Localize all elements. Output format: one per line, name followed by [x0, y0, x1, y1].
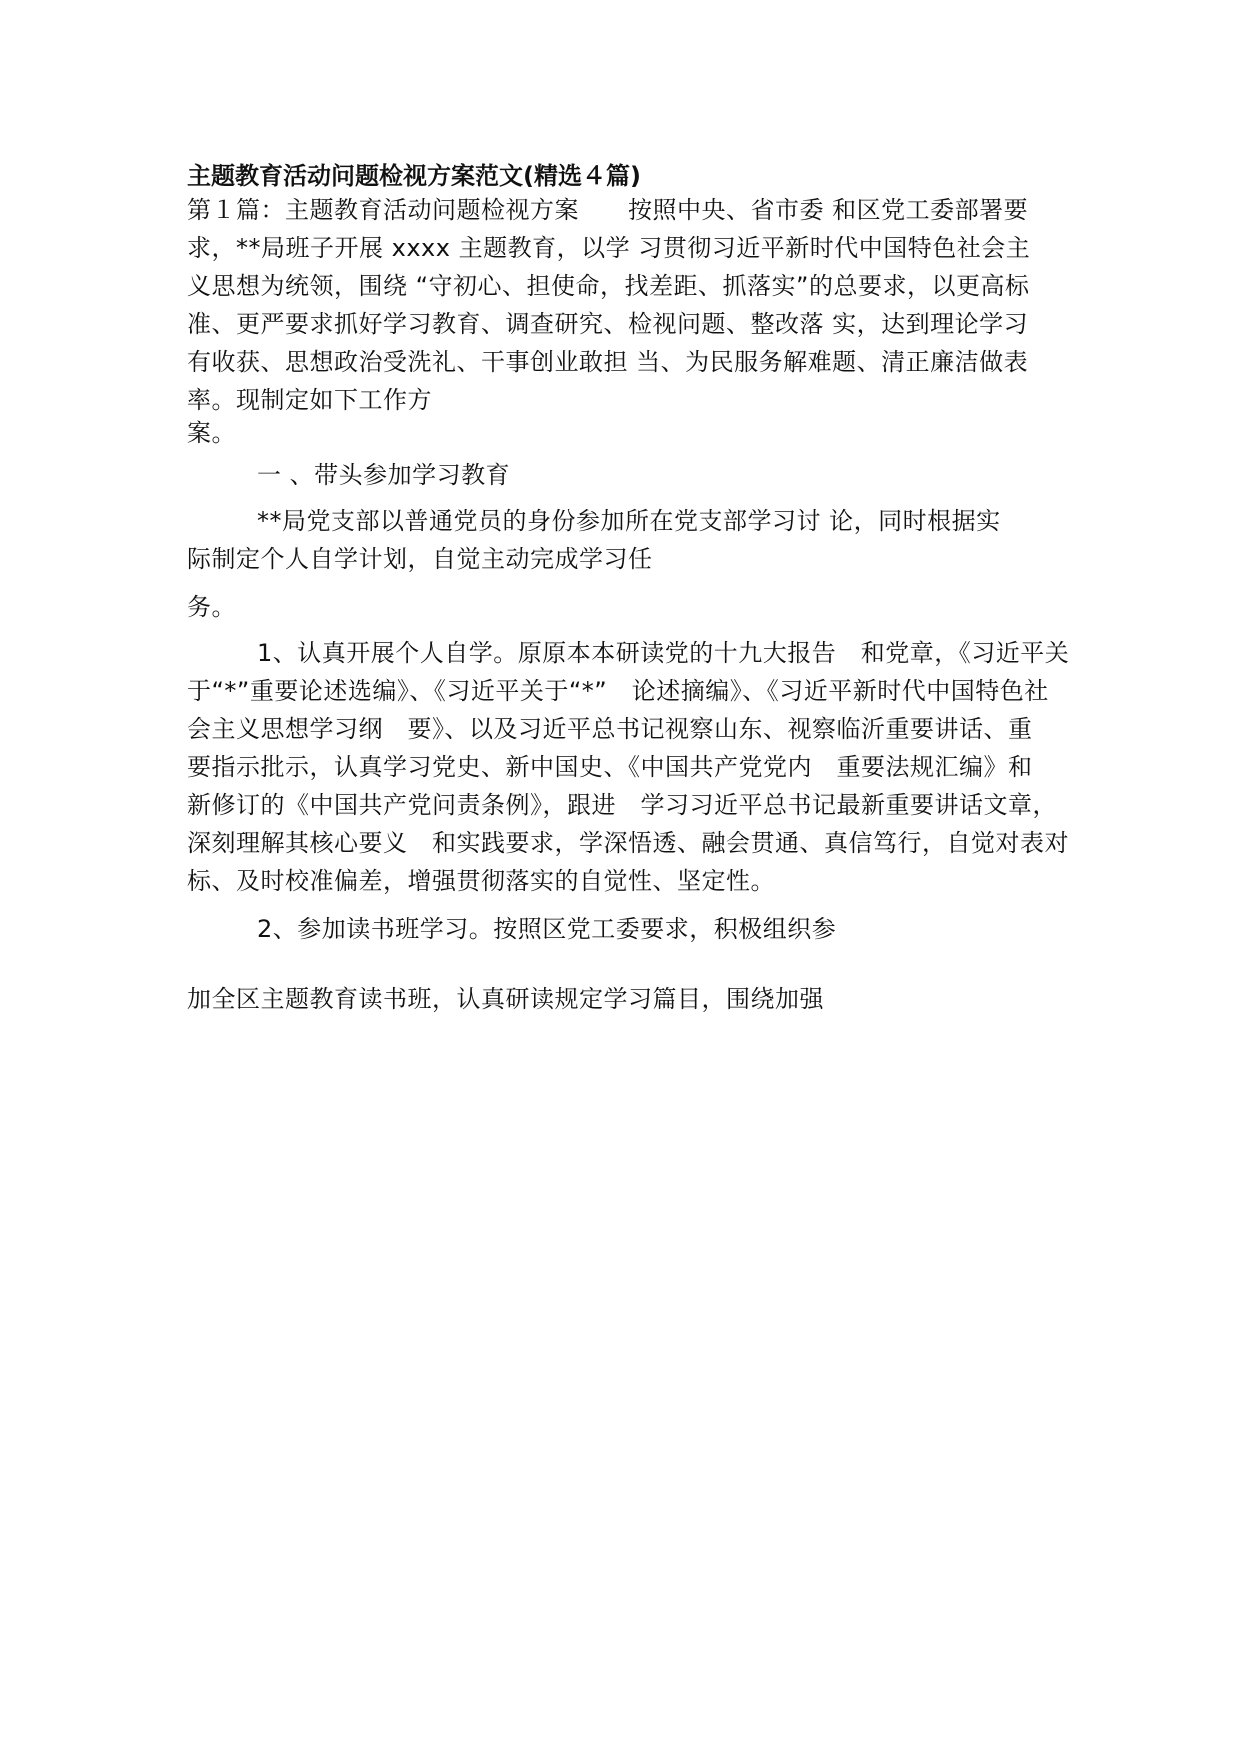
paragraph-line: 务。	[187, 593, 236, 621]
paragraph-line: 有收获、思想政治受洗礼、干事创业敢担 当、为民服务解难题、清正廉洁做表	[187, 348, 1029, 376]
paragraph-line: 2、参加读书班学习。按照区党工委要求，积极组织参	[257, 915, 837, 943]
paragraph-3	[187, 502, 1087, 578]
paragraph-4	[187, 588, 1087, 626]
paragraph-line: **局党支部以普通党员的身份参加所在党支部学习讨 论，同时根据实	[257, 507, 1001, 535]
paragraph-7	[187, 910, 1087, 948]
paragraph-line: 加全区主题教育读书班，认真研读规定学习篇目，围绕加强	[187, 985, 824, 1013]
paragraph-line: 第１篇：主题教育活动问题检视方案 按照中央、省市委 和区党工委部署要	[187, 196, 1029, 224]
paragraph-6	[187, 862, 1087, 900]
paragraph-1	[187, 191, 1087, 419]
paragraph-2	[187, 414, 1087, 452]
paragraph-line: 于“*”重要论述选编》、《习近平关于“*” 论述摘编》、《习近平新时代中国特色社	[187, 677, 1049, 705]
document-title: 主题教育活动问题检视方案范文(精选４篇)	[187, 162, 641, 190]
paragraph-5	[187, 634, 1087, 862]
paragraph-line: 案。	[187, 419, 236, 447]
heading-text: 一 、带头参加学习教育	[257, 461, 511, 489]
paragraph-line: 1、认真开展个人自学。原原本本研读党的十九大报告 和党章，《习近平关	[257, 639, 1070, 667]
paragraph-line: 率。现制定如下工作方	[187, 386, 432, 414]
paragraph-8	[187, 980, 1087, 1018]
paragraph-line: 会主义思想学习纲 要》、以及习近平总书记视察山东、视察临沂重要讲话、重	[187, 715, 1033, 743]
paragraph-line: 要指示批示，认真学习党史、新中国史、《中国共产党党内 重要法规汇编》和	[187, 753, 1033, 781]
paragraph-line: 际制定个人自学计划，自觉主动完成学习任	[187, 545, 653, 573]
paragraph-line: 标、及时校准偏差，增强贯彻落实的自觉性、坚定性。	[187, 867, 775, 895]
paragraph-line: 义思想为统领，围绕 “守初心、担使命，找差距、抓落实”的总要求，以更高标	[187, 272, 1030, 300]
paragraph-line: 深刻理解其核心要义 和实践要求，学深悟透、融会贯通、真信笃行，自觉对表对	[187, 829, 1069, 857]
paragraph-line: 求，**局班子开展 xxxx 主题教育，以学 习贯彻习近平新时代中国特色社会主	[187, 234, 1031, 262]
paragraph-line: 准、更严要求抓好学习教育、调查研究、检视问题、整改落 实，达到理论学习	[187, 310, 1029, 338]
section-heading-1	[187, 456, 1087, 494]
paragraph-line: 新修订的《中国共产党问责条例》，跟进 学习习近平总书记最新重要讲话文章，	[187, 791, 1057, 819]
